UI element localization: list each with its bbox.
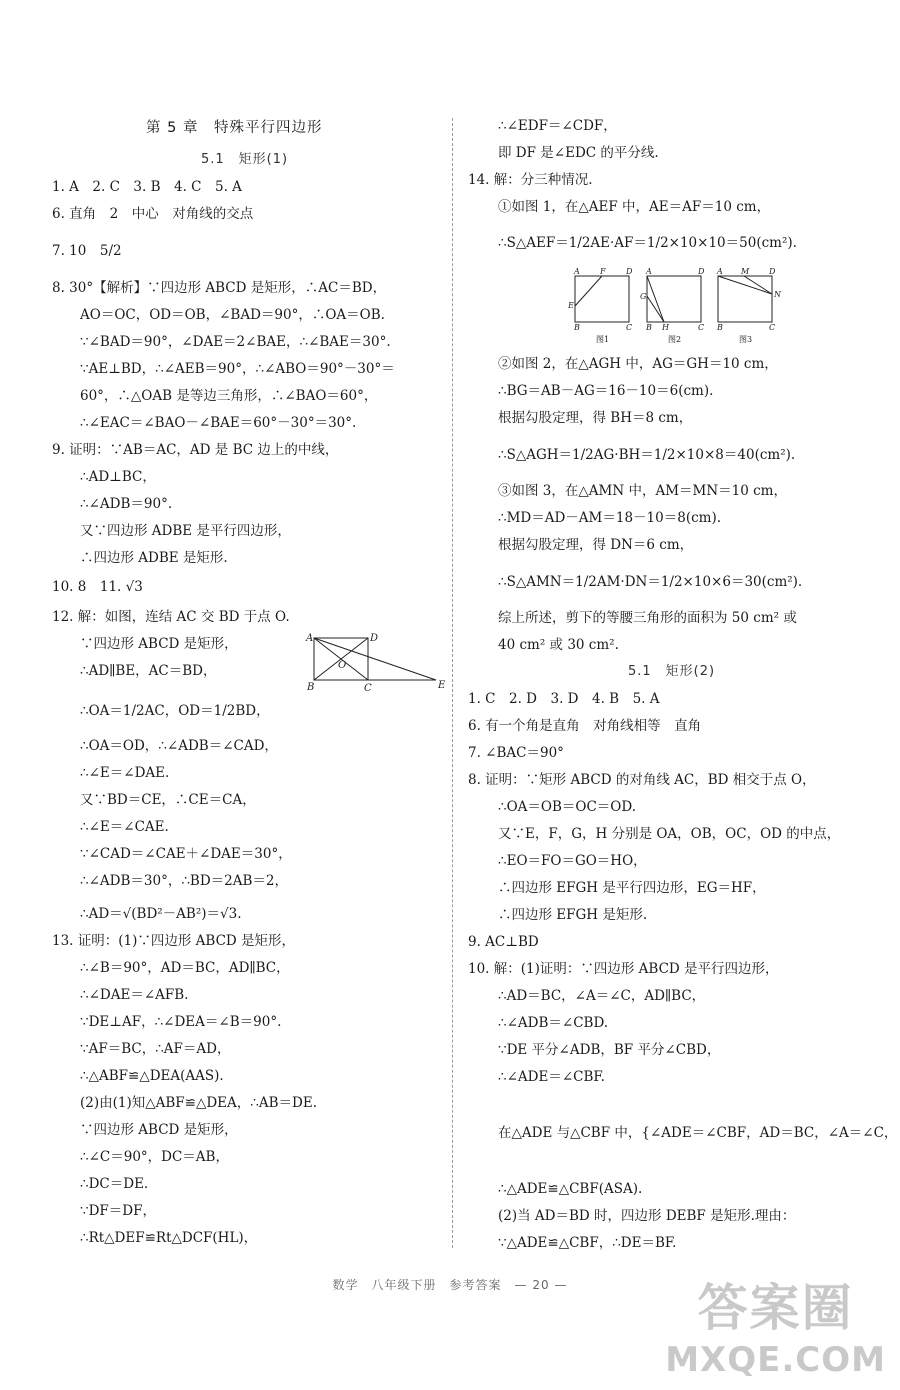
answer-line: ∴∠ADB＝∠CBD. <box>498 1015 609 1031</box>
answer-line: ∴DC＝DE. <box>80 1176 149 1192</box>
chapter-title: 第 5 章 特殊平行四边形 <box>146 120 323 136</box>
figure-12 <box>304 632 448 692</box>
figure-caption: 图2 <box>668 335 682 344</box>
answer-line: 13. 证明：(1)∵四边形 ABCD 是矩形， <box>52 933 296 949</box>
point-label: F <box>600 267 606 276</box>
answer-line: 14. 解：分三种情况. <box>468 172 593 188</box>
answer-line: ∴EO＝FO＝GO＝HO， <box>498 853 647 869</box>
answer-line: ∴∠ADB＝90°. <box>80 496 173 512</box>
point-label: M <box>741 267 750 276</box>
answer-line: 又∵四边形 ADBE 是平行四边形， <box>80 523 291 539</box>
answer-line: ∴MD＝AD－AM＝18－10＝8(cm). <box>498 510 722 526</box>
answer-line: 10. 8 11. √3 <box>52 579 143 595</box>
answer-line: 根据勾股定理，得 BH＝8 cm， <box>498 410 693 426</box>
point-label: E <box>568 301 574 310</box>
answer-line: 8. 30°【解析】∵四边形 ABCD 是矩形，∴AC＝BD， <box>52 280 387 296</box>
answer-line: ∵DE⊥AF，∴∠DEA＝∠B＝90°. <box>80 1014 282 1030</box>
section-title: 5.1 矩形(2) <box>628 664 716 679</box>
answer-line: 40 cm² 或 30 cm². <box>498 637 619 653</box>
watermark <box>665 1268 886 1380</box>
answer-line: ∴∠B＝90°，AD＝BC，AD∥BC， <box>80 960 290 976</box>
answer-line: ∴∠EAC＝∠BAO－∠BAE＝60°－30°＝30°. <box>80 415 357 431</box>
answer-line: ∴S△AMN＝1/2AM·DN＝1/2×10×6＝30(cm²). <box>498 574 803 590</box>
point-label: D <box>698 267 705 276</box>
answer-line: 1. A 2. C 3. B 4. C 5. A <box>52 179 242 195</box>
answer-line: ∵DE 平分∠ADB，BF 平分∠CBD， <box>498 1042 721 1058</box>
point-label: A <box>574 267 580 276</box>
answer-line: ∴四边形 ADBE 是矩形. <box>80 550 228 566</box>
figure-caption: 图3 <box>739 335 753 344</box>
answer-line: 8. 证明：∵矩形 ABCD 的对角线 AC，BD 相交于点 O， <box>468 772 816 788</box>
answer-line: ②如图 2，在△AGH 中，AG＝GH＝10 cm， <box>498 356 778 372</box>
answer-line: ∴△ABF≌△DEA(AAS). <box>80 1068 224 1084</box>
answer-line: 6. 有一个角是直角 对角线相等 直角 <box>468 718 702 734</box>
answer-line: 又∵E，F，G，H 分别是 OA，OB，OC，OD 的中点， <box>498 826 841 842</box>
answer-line: 9. 证明：∵AB＝AC，AD 是 BC 边上的中线， <box>52 442 339 458</box>
point-label: C <box>769 323 776 332</box>
point-label: A <box>717 267 723 276</box>
answer-line: ①如图 1，在△AEF 中，AE＝AF＝10 cm， <box>498 199 771 215</box>
point-label: G <box>640 292 647 301</box>
answer-line: ∴AD＝BC，∠A＝∠C，AD∥BC， <box>498 988 706 1004</box>
answer-line: ∴∠DAE＝∠AFB. <box>80 987 189 1003</box>
watermark-url: MXQE.COM <box>665 1340 886 1380</box>
answer-line: 根据勾股定理，得 DN＝6 cm， <box>498 537 694 553</box>
point-label: E <box>438 680 446 691</box>
point-label: B <box>717 323 723 332</box>
page-footer: 数学 八年级下册 参考答案 — 20 — <box>332 1278 568 1292</box>
answer-line: 10. 解：(1)证明：∵四边形 ABCD 是平行四边形， <box>468 961 779 977</box>
point-label: C <box>626 323 633 332</box>
answer-line: 即 DF 是∠EDC 的平分线. <box>498 145 659 161</box>
answer-line: ∴∠EDF＝∠CDF， <box>498 118 617 134</box>
answer-line: ∴Rt△DEF≌Rt△DCF(HL)， <box>80 1230 258 1246</box>
point-label: D <box>370 633 379 644</box>
answer-line: ∴四边形 EFGH 是矩形. <box>498 907 648 923</box>
figures-14 <box>560 266 790 346</box>
point-label: A <box>306 633 314 644</box>
point-label: B <box>574 323 580 332</box>
point-label: D <box>626 267 633 276</box>
answer-line: ③如图 3，在△AMN 中，AM＝MN＝10 cm， <box>498 483 787 499</box>
figure-caption: 图1 <box>596 335 610 344</box>
answer-line: ∴△ADE≌△CBF(ASA). <box>498 1181 643 1197</box>
answer-line: ∴OA＝OD，∴∠ADB＝∠CAD， <box>80 738 278 754</box>
answer-line: (2)当 AD＝BD 时，四边形 DEBF 是矩形.理由： <box>498 1208 796 1224</box>
answer-line: ∴OA＝OB＝OC＝OD. <box>498 799 636 815</box>
column-divider <box>452 118 453 1248</box>
answer-line: 60°，∴△OAB 是等边三角形，∴∠BAO＝60°， <box>80 388 378 404</box>
answer-line: 12. 解：如图，连结 AC 交 BD 于点 O. <box>52 609 290 625</box>
point-label: C <box>698 323 705 332</box>
point-label: A <box>646 267 652 276</box>
answer-line: ∴S△AEF＝1/2AE·AF＝1/2×10×10＝50(cm²). <box>498 235 797 251</box>
answer-line: ∴∠ADB＝30°，∴BD＝2AB＝2， <box>80 873 289 889</box>
answer-line: ∵AE⊥BD，∴∠AEB＝90°，∴∠ABO＝90°－30°＝ <box>80 361 395 377</box>
answer-line: ∵DF＝DF， <box>80 1203 156 1219</box>
answer-line: ∴AD⊥BC， <box>80 469 156 485</box>
answer-line: ∴S△AGH＝1/2AG·BH＝1/2×10×8＝40(cm²). <box>498 447 796 463</box>
point-label: O <box>338 660 347 671</box>
answer-line: 综上所述，剪下的等腰三角形的面积为 50 cm² 或 <box>498 610 797 626</box>
point-label: D <box>769 267 776 276</box>
answer-line: 又∵BD＝CE，∴CE＝CA， <box>80 792 256 808</box>
answer-line: ∵四边形 ABCD 是矩形， <box>80 1122 238 1138</box>
answer-line: AO＝OC，OD＝OB，∠BAD＝90°，∴OA＝OB. <box>80 307 385 323</box>
answer-line: ∴∠E＝∠DAE. <box>80 765 170 781</box>
answer-line: ∴∠C＝90°，DC＝AB， <box>80 1149 229 1165</box>
answer-line: ∵∠BAD＝90°，∠DAE＝2∠BAE，∴∠BAE＝30°. <box>80 334 391 350</box>
point-label: C <box>364 683 372 692</box>
answer-line: ∴BG＝AB－AG＝16－10＝6(cm). <box>498 383 714 399</box>
point-label: B <box>646 323 652 332</box>
answer-line: 7. ∠BAC＝90° <box>468 745 564 761</box>
watermark-logo: 答案圈 <box>697 1279 854 1337</box>
answer-line: ∴OA＝1/2AC，OD＝1/2BD， <box>80 703 270 719</box>
point-label: H <box>662 323 669 332</box>
answer-line: ∴∠E＝∠CAE. <box>80 819 169 835</box>
answer-line: ∴AD∥BE，AC＝BD， <box>80 663 217 679</box>
answer-line: 6. 直角 2 中心 对角线的交点 <box>52 206 254 222</box>
answer-line: ∵AF＝BC，∴AF＝AD， <box>80 1041 231 1057</box>
answer-line: ∴四边形 EFGH 是平行四边形，EG＝HF， <box>498 880 766 896</box>
answer-line: ∵△ADE≌△CBF，∴DE＝BF. <box>498 1235 677 1251</box>
answer-line: ∵四边形 ABCD 是矩形， <box>80 636 238 652</box>
point-label: B <box>307 682 315 692</box>
answer-line: 7. 10 5/2 <box>52 243 122 259</box>
answer-line: 在△ADE 与△CBF 中，{∠ADE＝∠CBF，AD＝BC，∠A＝∠C， <box>498 1125 898 1141</box>
answer-line: (2)由(1)知△ABF≌△DEA，∴AB＝DE. <box>80 1095 318 1111</box>
answer-line: ∵∠CAD＝∠CAE＋∠DAE＝30°， <box>80 846 292 862</box>
point-label: N <box>774 290 781 299</box>
answer-line: ∴AD＝√(BD²－AB²)＝√3. <box>80 906 242 922</box>
section-title: 5.1 矩形(1) <box>201 152 289 167</box>
answer-line: ∴∠ADE＝∠CBF. <box>498 1069 605 1085</box>
answer-line: 9. AC⊥BD <box>468 934 539 950</box>
answer-line: 1. C 2. D 3. D 4. B 5. A <box>468 691 660 707</box>
